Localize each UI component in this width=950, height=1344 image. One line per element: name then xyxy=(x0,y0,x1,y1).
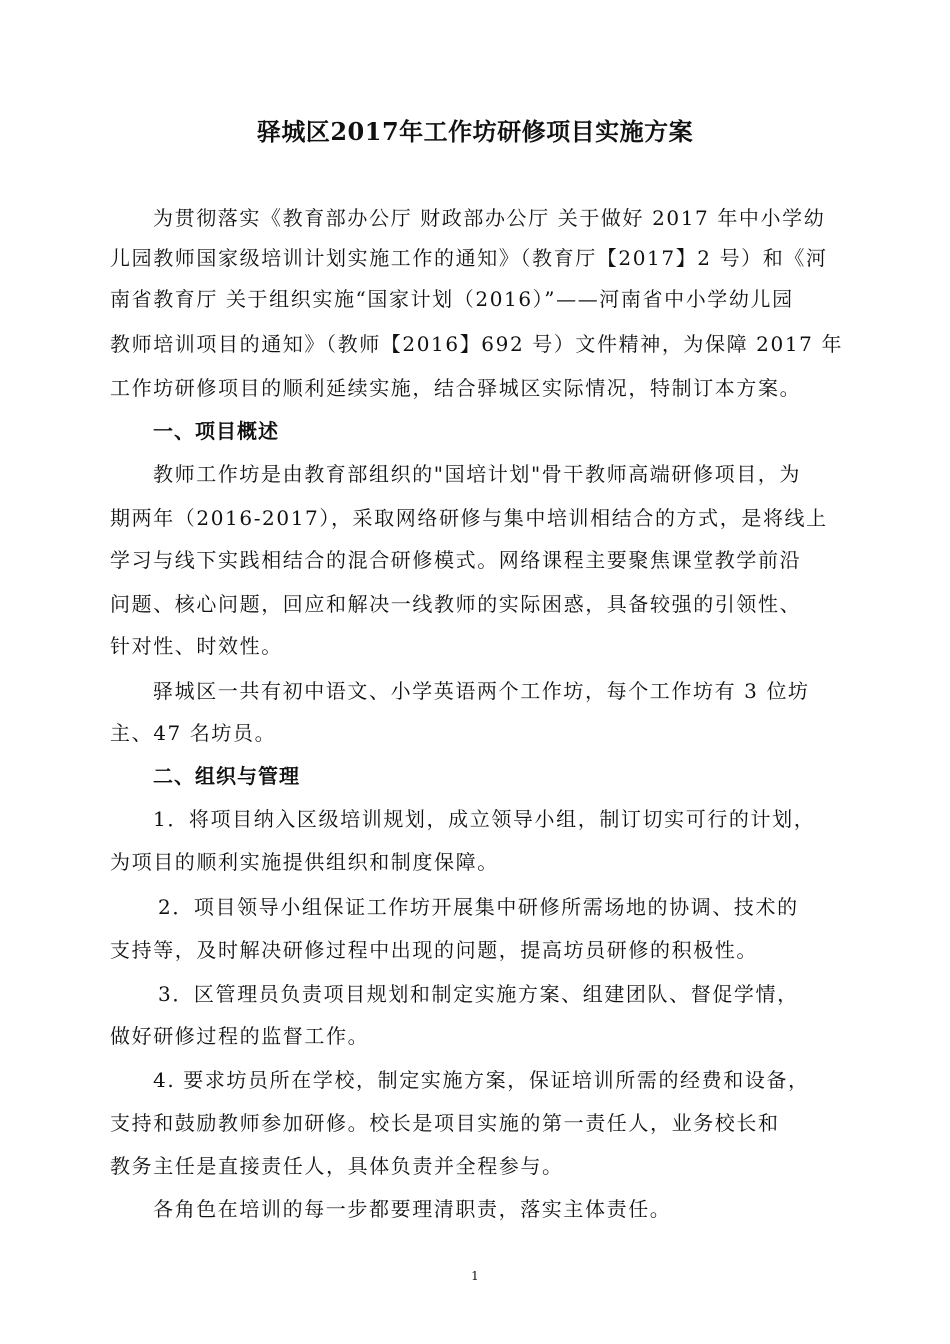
intro-line: 工作坊研修项目的顺利延续实施，结合驿城区实际情况，特制订本方案。 xyxy=(110,376,802,400)
management-item: 3．区管理员负责项目规划和制定实施方案、组建团队、督促学情， xyxy=(158,982,799,1006)
management-item: 4. 要求坊员所在学校，制定实施方案，保证培训所需的经费和设备， xyxy=(153,1068,810,1092)
intro-line: 教师培训项目的通知》（教师【2016】692 号）文件精神，为保障 2017 年 xyxy=(110,332,844,356)
management-item: 支持和鼓励教师参加研修。校长是项目实施的第一责任人，业务校长和 xyxy=(110,1111,780,1135)
management-item: 1．将项目纳入区级培训规划，成立领导小组，制订切实可行的计划， xyxy=(153,807,816,831)
page-title: 驿城区2017年工作坊研修项目实施方案 xyxy=(256,117,694,146)
management-item: 支持等，及时解决研修过程中出现的问题，提高坊员研修的积极性。 xyxy=(110,938,758,962)
overview-line: 学习与线下实践相结合的混合研修模式。网络课程主要聚焦课堂教学前沿 xyxy=(110,548,802,572)
closing-line: 各角色在培训的每一步都要理清职责，落实主体责任。 xyxy=(153,1197,672,1221)
management-item: 2．项目领导小组保证工作坊开展集中研修所需场地的协调、技术的 xyxy=(158,895,799,919)
page-number: 1 xyxy=(471,1269,479,1283)
overview-line: 针对性、时效性。 xyxy=(110,634,283,658)
workshop-count-line: 主、47 名坊员。 xyxy=(110,721,277,745)
section-heading: 二、组织与管理 xyxy=(153,764,300,788)
overview-line: 问题、核心问题，回应和解决一线教师的实际困惑，具备较强的引领性、 xyxy=(110,592,802,616)
overview-line: 期两年（2016-2017），采取网络研修与集中培训相结合的方式，是将线上 xyxy=(110,506,828,530)
intro-line: 南省教育厅 关于组织实施“国家计划（2016）”——河南省中小学幼儿园 xyxy=(110,287,794,311)
management-item: 为项目的顺利实施提供组织和制度保障。 xyxy=(110,850,499,874)
management-item: 教务主任是直接责任人，具体负责并全程参与。 xyxy=(110,1154,564,1178)
management-item: 做好研修过程的监督工作。 xyxy=(110,1024,370,1048)
workshop-count-line: 驿城区一共有初中语文、小学英语两个工作坊，每个工作坊有 3 位坊 xyxy=(153,679,810,703)
intro-line: 为贯彻落实《教育部办公厅 财政部办公厅 关于做好 2017 年中小学幼 xyxy=(153,206,826,230)
section-heading: 一、项目概述 xyxy=(153,419,279,443)
overview-line: 教师工作坊是由教育部组织的"国培计划"骨干教师高端研修项目，为 xyxy=(153,462,801,486)
intro-line: 儿园教师国家级培训计划实施工作的通知》（教育厅【2017】2 号）和《河 xyxy=(110,246,828,270)
